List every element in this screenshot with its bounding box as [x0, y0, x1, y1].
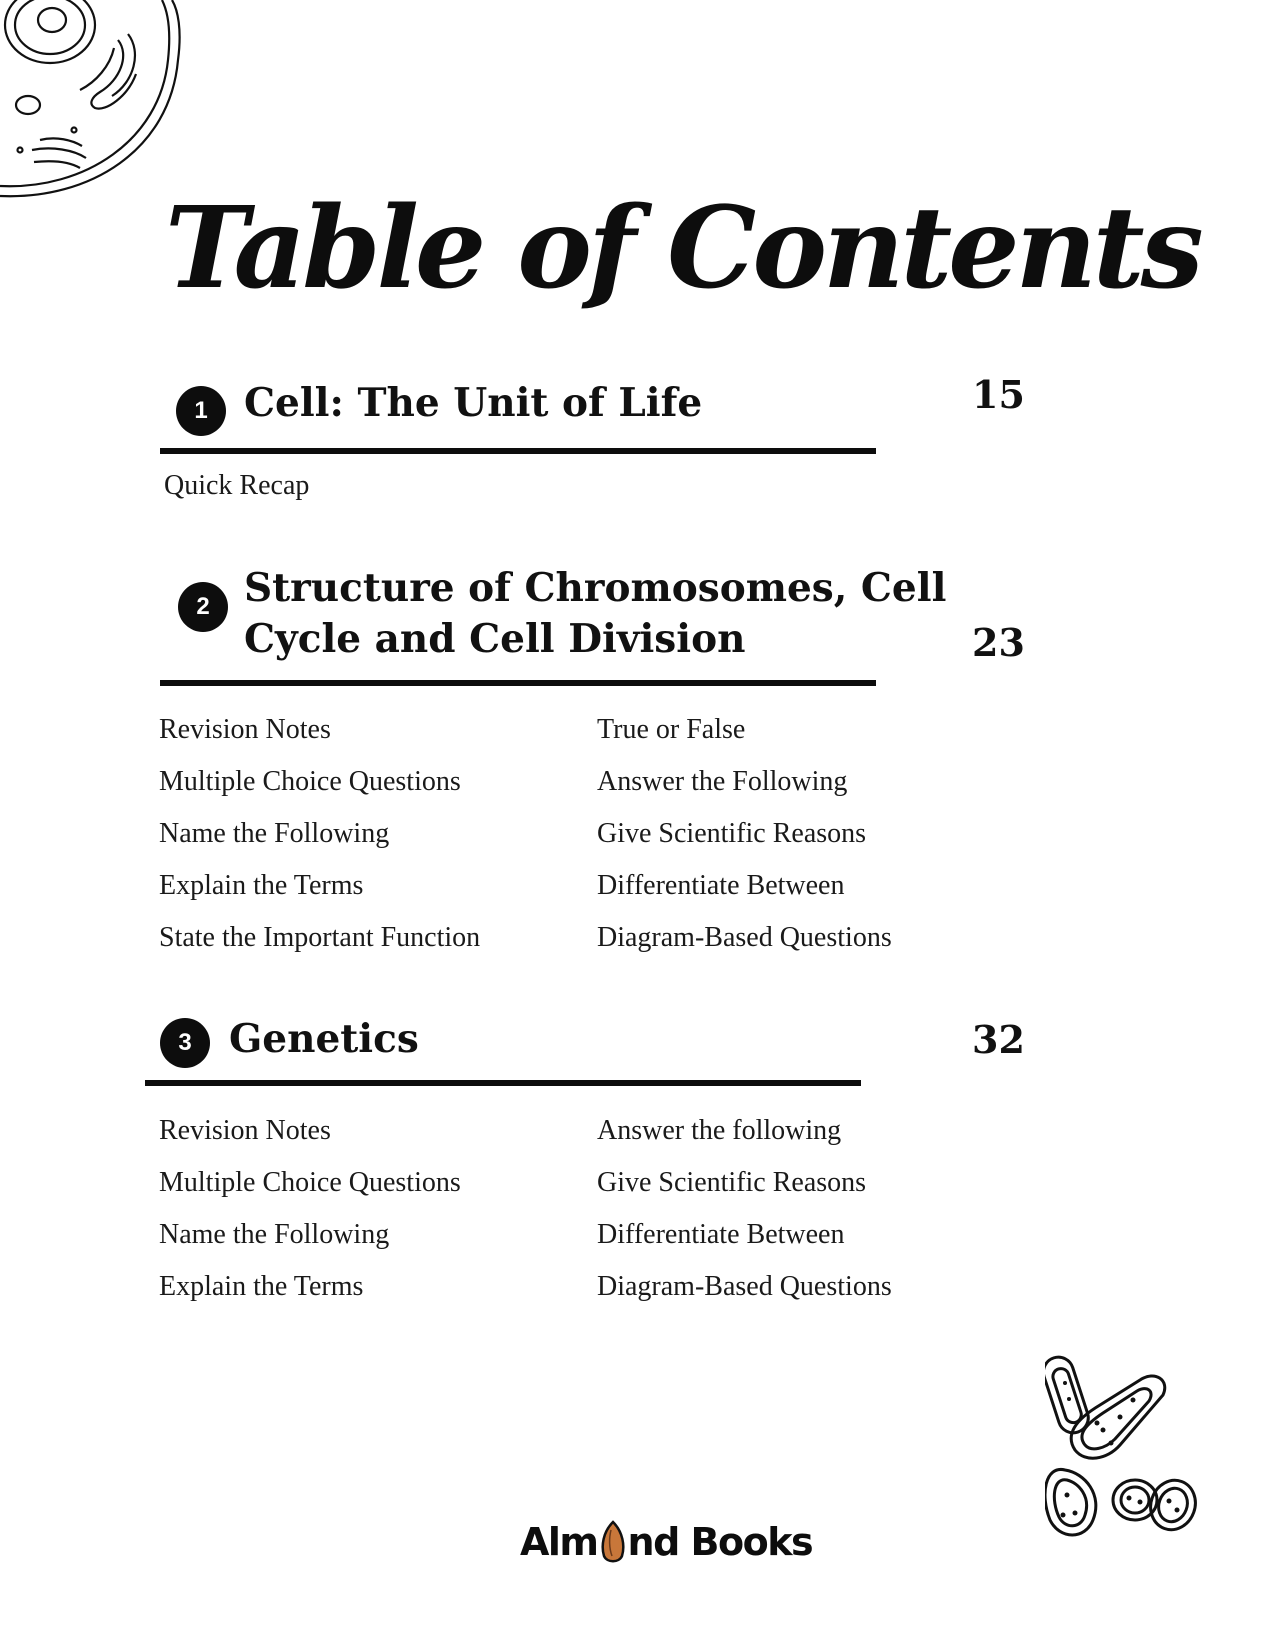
chapter-title-line: Cell: The Unit of Life — [244, 380, 703, 426]
section-item[interactable]: Explain the Terms — [159, 870, 364, 901]
page-title: Table of Contents — [165, 183, 1200, 315]
chapter-title-line: Structure of Chromosomes, Cell — [244, 565, 947, 611]
section-list-left — [159, 1117, 461, 1301]
brand-text-part2: nd Books — [627, 1520, 813, 1564]
chapter-number-badge: 1 — [176, 386, 226, 436]
chapter-page-number: 23 — [972, 620, 1025, 665]
section-item[interactable]: Name the Following — [159, 818, 390, 849]
section-item[interactable]: Revision Notes — [159, 1115, 331, 1146]
section-item[interactable]: Multiple Choice Questions — [159, 1167, 461, 1198]
chapter-divider — [160, 680, 876, 686]
chapter-number-badge: 2 — [178, 582, 228, 632]
chapter-page-number: 32 — [972, 1017, 1025, 1062]
section-item[interactable]: Differentiate Between — [597, 870, 845, 901]
brand-text-part1: Alm — [520, 1520, 598, 1564]
section-list-left — [159, 716, 480, 952]
section-item[interactable]: Answer the following — [597, 1115, 842, 1146]
chapter-divider — [160, 448, 876, 454]
section-item[interactable]: Diagram-Based Questions — [597, 922, 892, 953]
brand-logo — [520, 1520, 812, 1564]
section-item[interactable]: True or False — [597, 714, 746, 745]
section-item-quick-recap[interactable]: Quick Recap — [164, 470, 310, 501]
chapter-title-line: Genetics — [229, 1016, 419, 1062]
chapter-title[interactable] — [229, 1014, 419, 1065]
section-item[interactable]: Give Scientific Reasons — [597, 818, 867, 849]
chapter-page-number: 15 — [972, 372, 1025, 417]
section-item[interactable]: State the Important Function — [159, 922, 481, 953]
bacteria-icon — [1045, 1355, 1235, 1550]
section-item[interactable]: Differentiate Between — [597, 1219, 845, 1250]
chapter-title[interactable] — [244, 563, 946, 665]
section-item[interactable]: Diagram-Based Questions — [597, 1271, 892, 1302]
section-list-right — [597, 1117, 892, 1301]
chapter-title-line: Cycle and Cell Division — [244, 616, 746, 662]
chapter-number-badge: 3 — [160, 1018, 210, 1068]
section-item[interactable]: Name the Following — [159, 1219, 390, 1250]
chapter-title[interactable] — [244, 378, 702, 429]
section-item[interactable]: Revision Notes — [159, 714, 331, 745]
chapter-divider — [145, 1080, 861, 1086]
section-item[interactable]: Explain the Terms — [159, 1271, 364, 1302]
section-item[interactable]: Give Scientific Reasons — [597, 1167, 867, 1198]
section-list-right — [597, 716, 892, 952]
almond-icon — [599, 1520, 627, 1564]
section-item[interactable]: Answer the Following — [597, 766, 848, 797]
section-item[interactable]: Multiple Choice Questions — [159, 766, 461, 797]
